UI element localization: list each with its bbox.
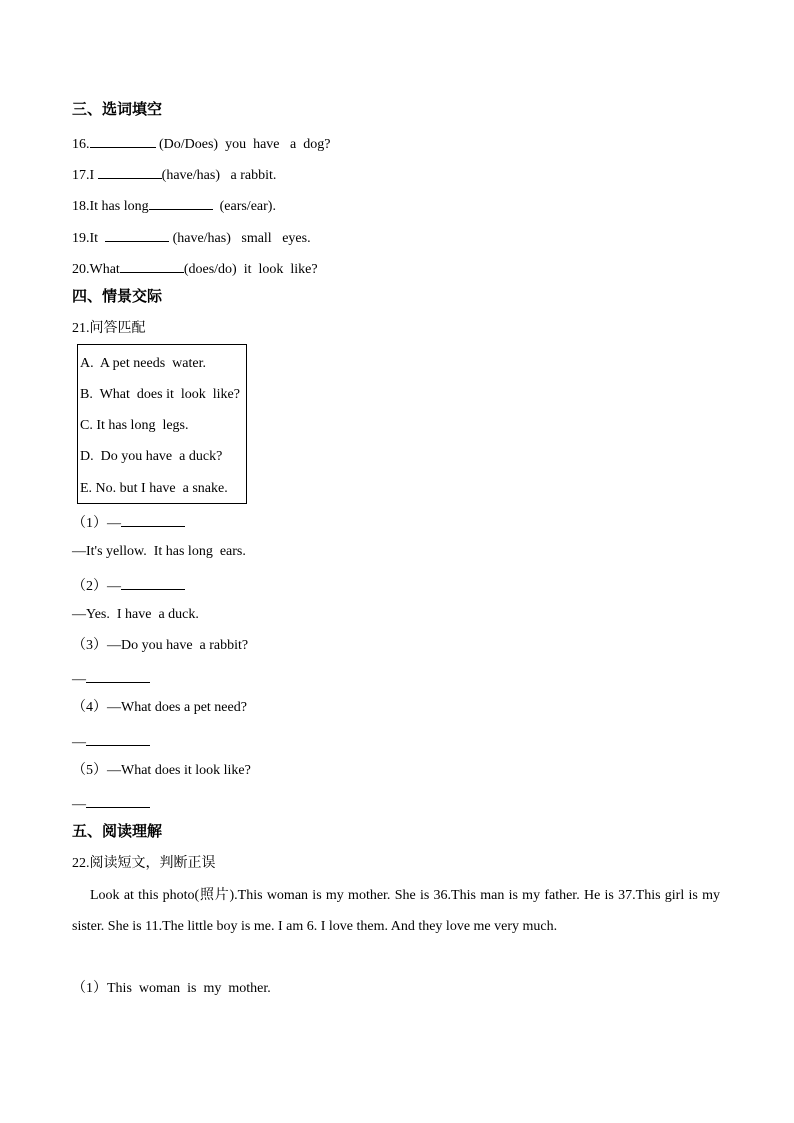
dialog-5-blank[interactable] bbox=[86, 793, 150, 808]
answer-blank-18[interactable] bbox=[149, 195, 213, 210]
dialog-5-question: （5）—What does it look like? bbox=[72, 763, 251, 778]
question-16 bbox=[72, 133, 330, 154]
answer-blank-17[interactable] bbox=[98, 164, 162, 179]
option-e: E. No. but I have a snake. bbox=[80, 481, 228, 496]
question-20-number: 20.What bbox=[72, 262, 120, 277]
section4-heading: 四、情景交际 bbox=[72, 289, 163, 305]
section3-heading: 三、选词填空 bbox=[72, 102, 163, 118]
dialog-4-blank[interactable] bbox=[86, 731, 150, 746]
option-d: D. Do you have a duck? bbox=[80, 449, 223, 464]
options-box bbox=[77, 344, 247, 504]
dialog-1-label: （1）— bbox=[72, 516, 121, 531]
reading-passage-text: Look at this photo(照片).This woman is my mother. She is 36.This man is my father. He is 37.This girl is my sister. She is 11.The little boy is me. I am 6. I love them. And they love me very much. bbox=[72, 888, 720, 934]
dialog-3-blank[interactable] bbox=[86, 668, 150, 683]
question-21-title: 21.问答匹配 bbox=[72, 321, 146, 336]
dialog-4-answer bbox=[72, 731, 150, 752]
question-19-number: 19.It bbox=[72, 231, 106, 246]
dialog-3-answer bbox=[72, 668, 150, 689]
option-c: C. It has long legs. bbox=[80, 418, 189, 433]
dialog-2-answer: —Yes. I have a duck. bbox=[72, 607, 199, 622]
option-b: B. What does it look like? bbox=[80, 387, 240, 402]
question-20-text: (does/do) it look like? bbox=[183, 262, 318, 277]
section5-heading: 五、阅读理解 bbox=[72, 824, 163, 840]
dialog-3-question: （3）—Do you have a rabbit? bbox=[72, 638, 249, 653]
question-18-text: (ears/ear). bbox=[212, 199, 276, 214]
dialog-2-blank[interactable] bbox=[121, 575, 185, 590]
dialog-1-blank[interactable] bbox=[121, 512, 185, 527]
dialog-3-label: — bbox=[72, 672, 86, 687]
option-a: A. A pet needs water. bbox=[80, 356, 206, 371]
question-19 bbox=[72, 227, 311, 248]
question-17 bbox=[72, 164, 276, 185]
dialog-5-answer bbox=[72, 793, 150, 814]
dialog-2-label: （2）— bbox=[72, 579, 121, 594]
question-16-text: (Do/Does) you have a dog? bbox=[155, 137, 331, 152]
reading-passage bbox=[72, 880, 720, 942]
answer-blank-20[interactable] bbox=[120, 258, 184, 273]
question-18-number: 18.It has long bbox=[72, 199, 149, 214]
question-20 bbox=[72, 258, 318, 279]
dialog-2-question bbox=[72, 575, 185, 596]
question-19-text: (have/has) small eyes. bbox=[169, 231, 311, 246]
question-16-number: 16. bbox=[72, 137, 90, 152]
question-22-title: 22.阅读短文，判断正误 bbox=[72, 856, 216, 871]
question-17-text: (have/has) a rabbit. bbox=[161, 168, 277, 183]
dialog-1-question bbox=[72, 512, 185, 533]
answer-blank-19[interactable] bbox=[105, 227, 169, 242]
question-18 bbox=[72, 195, 276, 216]
answer-blank-16[interactable] bbox=[90, 133, 156, 148]
dialog-4-question: （4）—What does a pet need? bbox=[72, 700, 247, 715]
dialog-1-answer: —It's yellow. It has long ears. bbox=[72, 544, 246, 559]
question-17-number: 17.I bbox=[72, 168, 98, 183]
dialog-4-label: — bbox=[72, 735, 86, 750]
statement-1: （1）This woman is my mother. bbox=[72, 981, 271, 996]
dialog-5-label: — bbox=[72, 797, 86, 812]
